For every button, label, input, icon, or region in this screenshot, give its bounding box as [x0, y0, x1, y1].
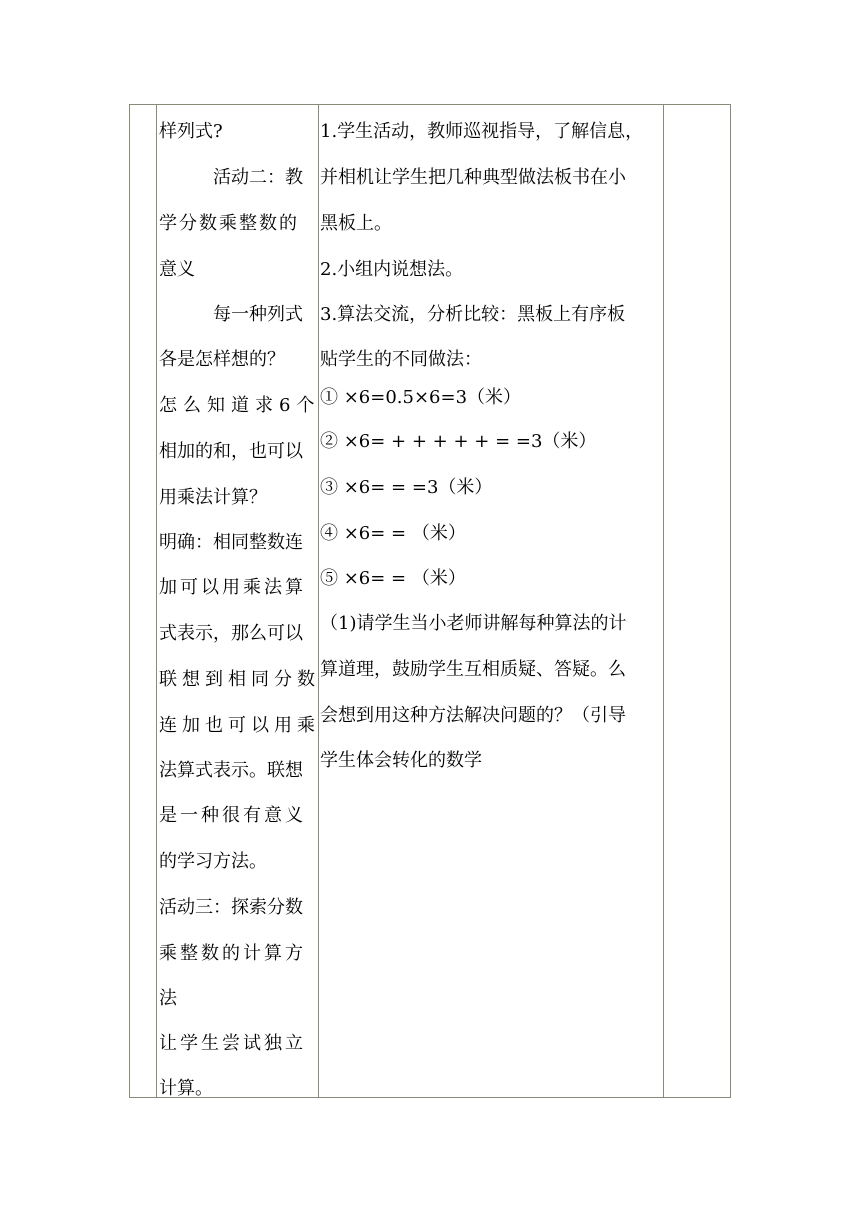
process-line: 学生体会转化的数学 — [320, 750, 482, 771]
column-divider — [156, 105, 157, 1097]
activity-line: 相加的和，也可以 — [159, 441, 303, 462]
process-line: 2.小组内说想法。 — [320, 259, 464, 280]
activity-line: 各是怎样想的？ — [159, 349, 285, 370]
method-2: ② ×6= + + + + + = =3（米） — [320, 431, 597, 452]
activity-line: 让学生尝试独立 — [159, 1033, 306, 1054]
activity-line: 用乘法计算？ — [159, 487, 267, 508]
activity-line: 活动三：探索分数 — [159, 897, 303, 918]
method-4: ④ ×6= = （米） — [320, 523, 466, 544]
method-5: ⑤ ×6= = （米） — [320, 568, 466, 589]
activity-line: 连加也可以用乘 — [159, 715, 320, 736]
activity-line: 计算。 — [159, 1078, 213, 1099]
process-line: 并相机让学生把几种典型做法板书在小 — [320, 167, 626, 188]
process-line: 1.学生活动，教师巡视指导，了解信息， — [320, 121, 644, 142]
activity-line: 式表示，那么可以 — [159, 623, 303, 644]
activity-line: 每一种列式 — [213, 304, 303, 325]
activity-line: 样列式? — [159, 121, 223, 142]
activity-line: 加可以用乘法算 — [159, 577, 306, 598]
activity-line: 明确：相同整数连 — [159, 532, 303, 553]
column-divider — [663, 105, 664, 1097]
activity-line: 怎么知道求6个 — [159, 395, 321, 416]
method-1: ① ×6=0.5×6=3（米） — [320, 387, 522, 408]
activity-line: 法 — [159, 988, 177, 1009]
process-line: 算道理，鼓励学生互相质疑、答疑。么 — [320, 659, 626, 680]
activity-line: 学分数乘整数的 — [159, 213, 299, 234]
lesson-table — [129, 104, 731, 1098]
process-line: 贴学生的不同做法： — [320, 349, 482, 370]
activity-line: 联想到相同分数 — [159, 669, 320, 690]
process-line: （1)请学生当小老师讲解每种算法的计 — [320, 613, 627, 634]
activity-line: 乘整数的计算方 — [159, 943, 306, 964]
activity-line: 意义 — [159, 259, 195, 280]
activity-line: 活动二：教 — [213, 167, 303, 188]
activity-line: 的学习方法。 — [159, 851, 267, 872]
process-line: 黑板上。 — [320, 213, 392, 234]
process-line: 3.算法交流，分析比较：黑板上有序板 — [320, 304, 626, 325]
activity-line: 法算式表示。联想 — [159, 760, 303, 781]
process-line: 会想到用这种方法解决问题的？（引导 — [320, 705, 626, 726]
activity-line: 是一种很有意义 — [159, 805, 306, 826]
method-3: ③ ×6= = =3（米） — [320, 477, 493, 498]
column-divider — [318, 105, 319, 1097]
